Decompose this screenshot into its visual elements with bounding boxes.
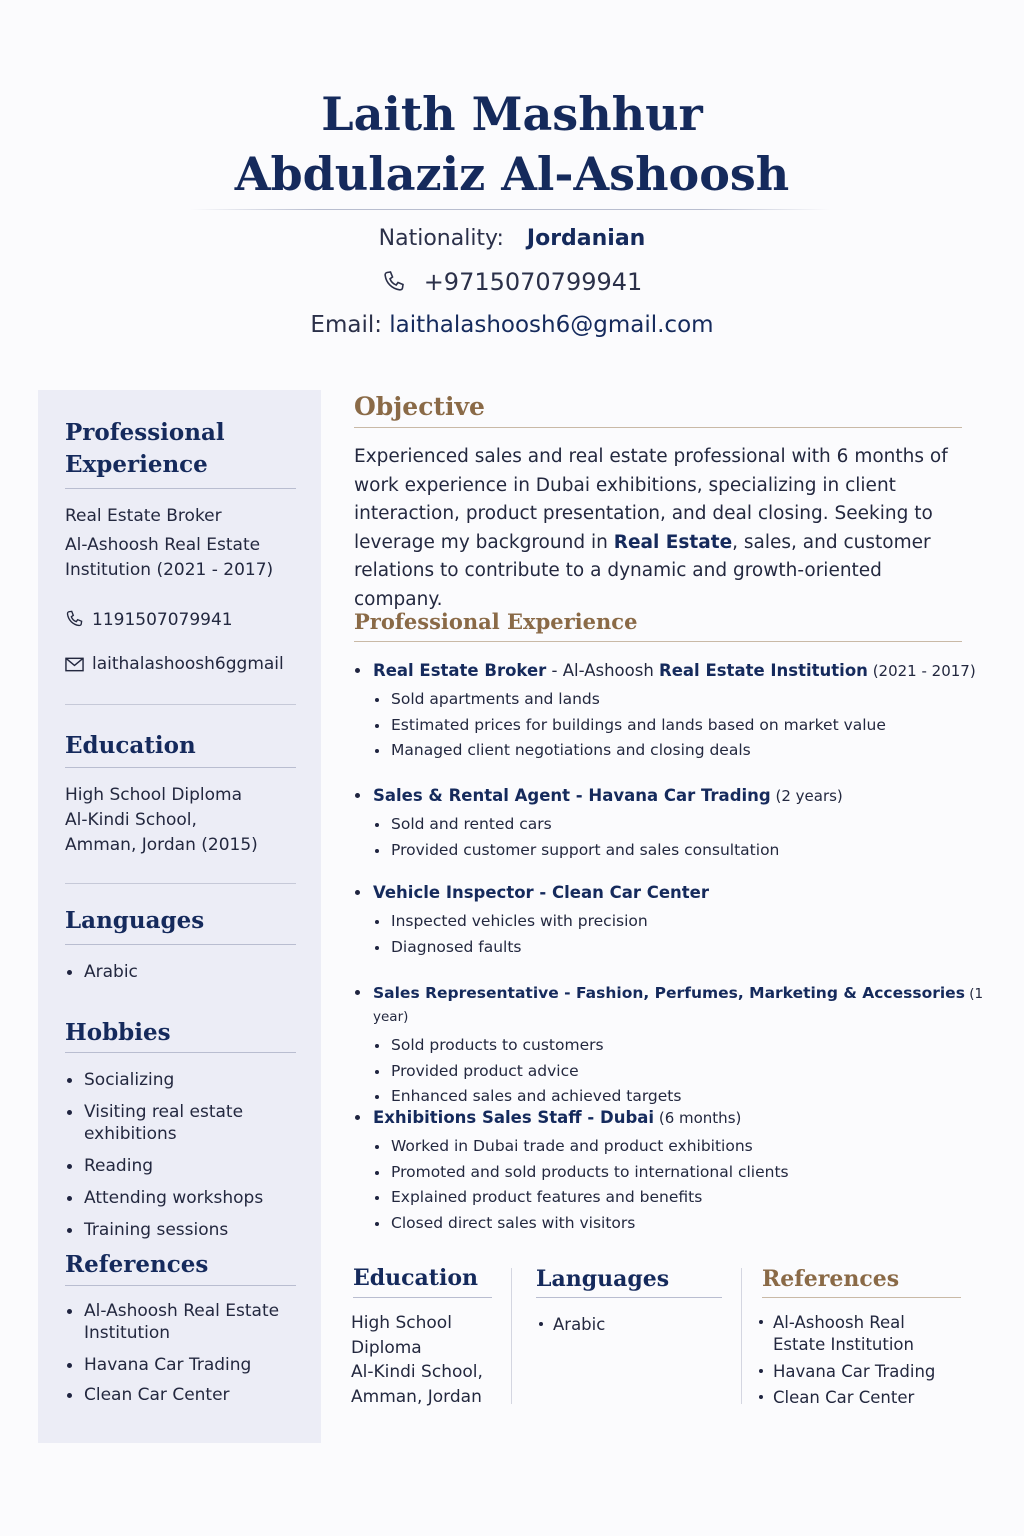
sidebar-divider (65, 1285, 296, 1286)
list-item: Sold products to customers (374, 1033, 994, 1059)
name-line-1: Laith Mashhur (321, 87, 703, 141)
list-item: Reading (65, 1155, 315, 1177)
job-heading: Real Estate Broker - Al-Ashoosh Real Estate Institution (2021 - 2017) (354, 660, 994, 682)
list-item: Visiting real estate exhibitions (65, 1101, 315, 1145)
list-item: Sold apartments and lands (374, 687, 994, 713)
sidebar-divider (65, 1052, 296, 1053)
list-item: Arabic (65, 961, 315, 983)
sidebar-company: Al-Ashoosh Real Estate Institution (2021 - 2017) (65, 535, 274, 580)
header-divider (190, 209, 830, 210)
job-duties (354, 1033, 994, 1110)
email-value[interactable]: laithalashoosh6@gmail.com (389, 312, 714, 338)
job-entry (354, 785, 994, 863)
list-item: Explained product features and benefits (374, 1185, 994, 1211)
nationality-label: Nationality: (378, 226, 504, 251)
phone-icon (382, 269, 406, 299)
phone-value: +9715070799941 (423, 268, 643, 296)
job-heading: Sales Representative - Fashion, Perfumes, Marketing & Accessories (1 year) (354, 982, 994, 1028)
list-item: Havana Car Trading (758, 1361, 958, 1383)
sidebar (38, 390, 321, 1443)
column-divider (741, 1268, 742, 1404)
list-item: Provided product advice (374, 1059, 994, 1085)
list-item: Promoted and sold products to international clients (374, 1160, 994, 1186)
sidebar-email: laithalashoosh6ggmail (65, 652, 315, 680)
list-item: Managed client negotiations and closing deals (374, 738, 994, 764)
job-heading: Vehicle Inspector - Clean Car Center (354, 882, 994, 904)
bottom-languages-divider (536, 1297, 722, 1298)
bottom-languages-list (538, 1314, 708, 1336)
list-item: Arabic (538, 1314, 708, 1336)
job-entry (354, 982, 994, 1110)
list-item: Havana Car Trading (65, 1354, 285, 1376)
sidebar-experience-title: Professional Experience (65, 419, 225, 478)
phone-icon (65, 609, 84, 636)
mail-icon (65, 655, 84, 680)
sidebar-divider (65, 767, 296, 768)
sidebar-divider (65, 704, 296, 705)
list-item: Enhanced sales and achieved targets (374, 1084, 994, 1110)
job-duties (354, 909, 994, 960)
bottom-education-title: Education (353, 1265, 478, 1291)
objective-text: Experienced sales and real estate professional with 6 months of work experience in Dubai exhibitions, specializing in client interaction, product presentation, and deal closing. Seeking to leverage my background in Real Estate, sales, and customer relations to contribute to a dynamic and growth-oriented company. (354, 446, 948, 610)
nationality-value: Jordanian (526, 226, 646, 251)
list-item: Provided customer support and sales consultation (374, 838, 994, 864)
job-duties (354, 1134, 994, 1236)
list-item: Socializing (65, 1069, 315, 1091)
column-divider (511, 1268, 512, 1404)
sidebar-references-title: References (65, 1251, 209, 1278)
phone-line (0, 268, 1024, 299)
job-entry (354, 1107, 994, 1236)
sidebar-phone: 1191507079941 (65, 608, 315, 636)
bottom-references-divider (762, 1297, 961, 1298)
job-entry (354, 660, 994, 764)
list-item: Attending workshops (65, 1187, 315, 1209)
objective-divider (354, 427, 962, 428)
list-item: Diagnosed faults (374, 935, 994, 961)
email-label: Email: (310, 312, 382, 338)
sidebar-hobbies-title: Hobbies (65, 1019, 171, 1046)
list-item: Sold and rented cars (374, 812, 994, 838)
objective-title: Objective (354, 392, 485, 421)
sidebar-languages-list (65, 961, 315, 983)
sidebar-divider (65, 944, 296, 945)
sidebar-hobbies-list (65, 1069, 315, 1241)
bottom-references-title: References (762, 1266, 900, 1292)
list-item: Al-Ashoosh Real Estate Institution (65, 1300, 285, 1344)
job-duties (354, 812, 994, 863)
job-heading: Sales & Rental Agent - Havana Car Trading (2 years) (354, 785, 994, 807)
experience-title: Professional Experience (354, 609, 638, 634)
list-item: Clean Car Center (758, 1387, 958, 1409)
list-item: Estimated prices for buildings and lands based on market value (374, 713, 994, 739)
bottom-references-list (758, 1312, 958, 1408)
sidebar-role: Real Estate Broker (65, 506, 222, 526)
sidebar-languages-title: Languages (65, 907, 205, 934)
email-line (0, 312, 1024, 338)
list-item: Closed direct sales with visitors (374, 1211, 994, 1237)
sidebar-references-list (65, 1300, 285, 1406)
list-item: Al-Ashoosh Real Estate Institution (758, 1312, 958, 1355)
sidebar-divider (65, 883, 296, 884)
bottom-education-text: High School Diploma Al-Kindi School, Amman, Jordan (351, 1313, 483, 1407)
sidebar-divider (65, 488, 296, 489)
nationality-line (0, 226, 1024, 251)
bottom-languages-title: Languages (536, 1266, 670, 1292)
name-line-2: Abdulaziz Al-Ashoosh (234, 147, 790, 201)
bottom-education-divider (353, 1297, 492, 1298)
job-entry (354, 882, 994, 960)
job-heading: Exhibitions Sales Staff - Dubai (6 months) (354, 1107, 994, 1129)
experience-divider (354, 641, 962, 642)
list-item: Training sessions (65, 1219, 315, 1241)
sidebar-education-title: Education (65, 732, 196, 759)
candidate-name (0, 84, 1024, 204)
job-duties (354, 687, 994, 764)
list-item: Clean Car Center (65, 1384, 285, 1406)
sidebar-education: High School Diploma Al-Kindi School, Amman, Jordan (2015) (65, 785, 258, 855)
list-item: Inspected vehicles with precision (374, 909, 994, 935)
list-item: Worked in Dubai trade and product exhibitions (374, 1134, 994, 1160)
